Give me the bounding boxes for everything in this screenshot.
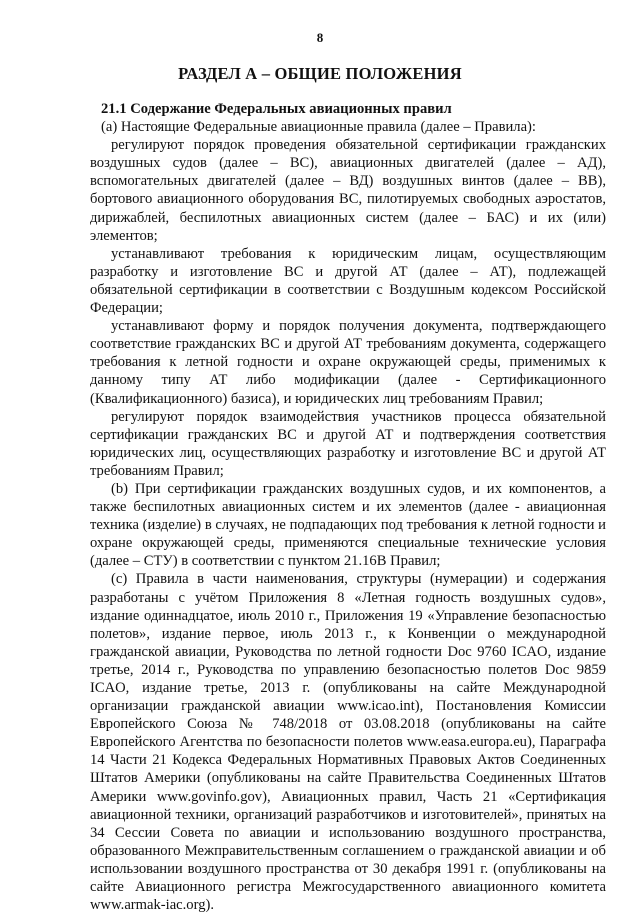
paragraph-a-intro: (a) Настоящие Федеральные авиационные правила (далее – Правила): [101, 119, 536, 136]
paragraph-certification-procedure: регулируют порядок проведения обязательной сертификации гражданских воздушных судов (далее – ВС), авиационных двигателей (далее – АД), вспомогательных двигателей (далее – ВД) воздушных винтов (далее – ВВ), бортового авиационного оборудования ВС, пилотируемых свободных аэростатов, дирижаблей, беспилотных авиационных систем (далее – БАС) и их (или) элементов; [90, 137, 606, 244]
section-title: РАЗДЕЛ А – ОБЩИЕ ПОЛОЖЕНИЯ [178, 64, 462, 83]
paragraph-c-references: (c) Правила в части наименования, структуры (нумерации) и содержания разработаны с учётом Приложения 8 «Летная годность воздушных судов», издание одиннадцатое, июль 2010 г., Приложения 19 «Управление безопасностью полетов», издание первое, июль 2013 г., к Конвенции о международной гражданской авиации, Руководства по летной годности Doc 9760 ICAO, издание третье, 2014 г., Руководства по управлению безопасностью полетов Doc 9859 ICAO, издание третье, 2013 г. (опубликованы на сайте Международной организации гражданской авиации www.icao.int), Постановления Комиссии Европейского Союза № 748/2018 от 03.08.2018 (опубликованы на сайте Европейского Агентства по безопасности полетов www.easa.europa.eu), Параграфа 14 Части 21 Кодекса Федеральных Нормативных Правовых Актов Соединенных Штатов Америки (опубликованы на сайте Правительства Соединенных Штатов Америки www.govinfo.gov), Авиационных правил, Часть 21 «Сертификация авиационной техники, организаций разработчиков и изготовителей», принятых на 34 Сессии Совета по авиации и использованию воздушного пространства, образованного Межправительственным соглашением о гражданской авиации и об использовании воздушного пространства от 30 декабря 1991 г. (опубликованы на сайте Авиационного регистра Межгосударственного авиационного комитета www.armak-iac.org). [90, 571, 606, 914]
paragraph-interaction-procedure: регулируют порядок взаимодействия участников процесса обязательной сертификации гражданских ВС и другой АТ и подтверждения соответствия юридических лиц, осуществляющих разработку и изготовление ВС и другой АТ требованиям Правил; [90, 408, 606, 479]
paragraph-document-form: устанавливают форму и порядок получения документа, подтверждающего соответствие гражданских ВС и другой АТ требованиям документа, содержащего требования к летной годности и охране окружающей среды, применимых к данному типу АТ либо модификации (далее - Сертификационного (Квалификационного) базиса), и юридических лиц требованиям Правил; [90, 318, 606, 407]
paragraph-legal-entity-requirements: устанавливают требования к юридическим лицам, осуществляющим разработку и изготовление ВС и другой АТ (далее – АТ), подлежащей обязательной сертификации в соответствии с Воздушным кодексом Российской Федерации; [90, 245, 606, 317]
subsection-heading: 21.1 Содержание Федеральных авиационных правил [101, 101, 452, 117]
page-number: 8 [316, 30, 324, 45]
document-body [90, 100, 606, 914]
paragraph-b-special-conditions: (b) При сертификации гражданских воздушных судов, и их компонентов, а также беспилотных авиационных систем и их элементов (далее - авиационная техника (изделие) в случаях, не подпадающих под требования к летной годности и охране окружающей среды, применяются специальные технические условия (далее – СТУ) в соответствии с пунктом 21.16В Правил; [90, 480, 606, 570]
